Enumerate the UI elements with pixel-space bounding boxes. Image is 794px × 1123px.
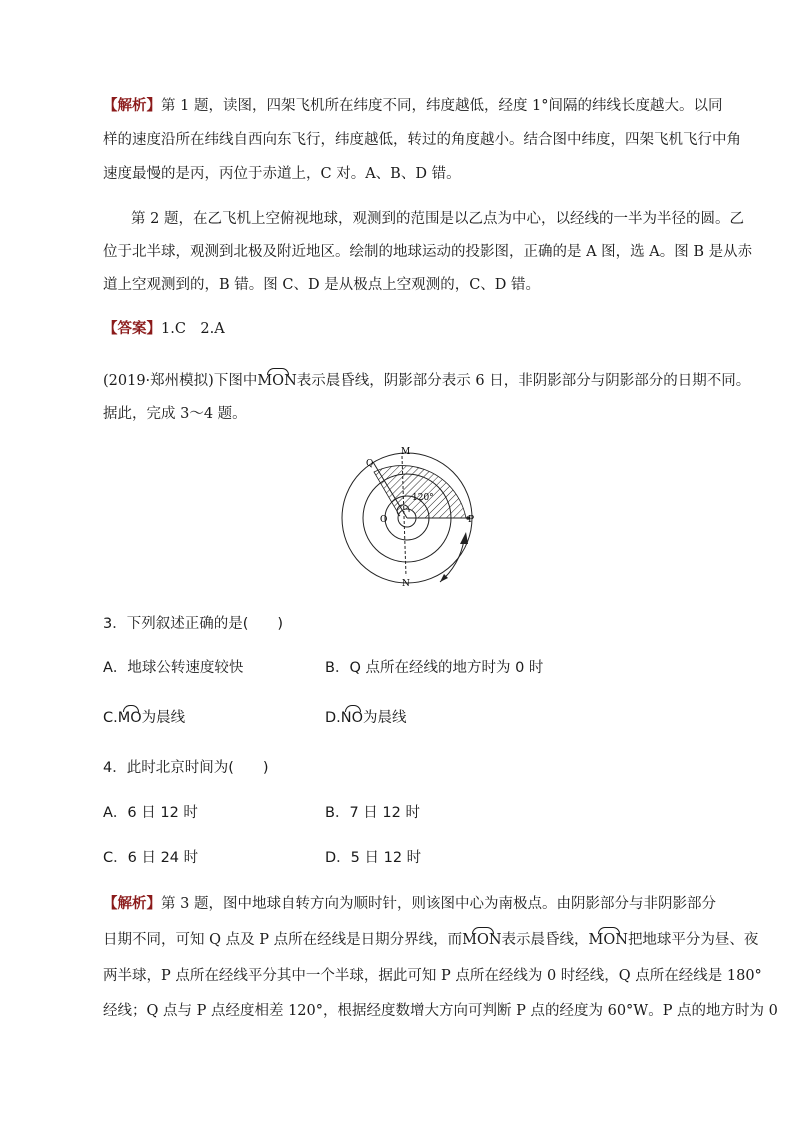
- q4-option-b[interactable]: B．7 日 12 时: [325, 805, 420, 821]
- q3-option-a[interactable]: A．地球公转速度较快: [103, 660, 244, 676]
- shaded-area: [374, 466, 466, 518]
- arc-mo: MO: [117, 710, 142, 726]
- q4-option-c[interactable]: C．6 日 24 时: [103, 850, 199, 866]
- analysis-3-line-2: 日期不同，可知 Q 点及 P 点所在经线是日期分界线，而MON表示晨昏线，MON把地球平分为昼、夜: [103, 932, 759, 948]
- analysis-tag-2: 【解析】: [103, 895, 161, 912]
- analysis-1-line-2: 样的速度沿所在纬线自西向东飞行，纬度越低，转过的角度越小。结合图中纬度，四架飞机飞行中角: [103, 132, 741, 148]
- analysis-1-line-1: 【解析】第 1 题，读图，四架飞机所在纬度不同，纬度越低，经度 1°间隔的纬线长度越大。以同: [103, 97, 723, 114]
- analysis-2-line-3: 道上空观测到的，B 错。图 C、D 是从极点上空观测的，C、D 错。: [103, 277, 541, 293]
- label-m: M: [401, 447, 411, 457]
- answer-line: [103, 319, 225, 339]
- analysis-1-line-3: 速度最慢的是丙，丙位于赤道上，C 对。A、B、D 错。: [103, 166, 461, 182]
- q4-option-d[interactable]: D．5 日 12 时: [325, 850, 422, 866]
- q4-stem: 4．此时北京时间为( ): [103, 760, 269, 776]
- label-angle: 120°: [412, 493, 434, 503]
- q3-option-c[interactable]: C.MO为晨线: [103, 710, 186, 726]
- analysis-2-line-1: 第 2 题，在乙飞机上空俯视地球，观测到的范围是以乙点为中心，以经线的一半为半径的圆。乙: [131, 211, 744, 227]
- q3-stem: 3．下列叙述正确的是( ): [103, 616, 284, 632]
- arc-mon: MON: [257, 373, 297, 389]
- polar-diagram: [340, 440, 490, 590]
- analysis-3-line-4: 经线；Q 点与 P 点经度相差 120°，根据经度数增大方向可判断 P 点的经度为 60°W。P 点的地方时为 0: [103, 1003, 778, 1019]
- intro-line-2: 据此，完成 3～4 题。: [103, 406, 247, 422]
- analysis-3-line-3: 两半球，P 点所在经线平分其中一个半球，据此可知 P 点所在经线为 0 时经线，Q 点所在经线是 180°: [103, 968, 762, 984]
- analysis-2-line-2: 位于北半球，观测到北极及附近地区。绘制的地球运动的投影图，正确的是 A 图，选 A。图 B 是从赤: [103, 244, 753, 260]
- label-n: N: [402, 579, 410, 589]
- answer-text: 1.C 2.A: [161, 321, 225, 337]
- arrow-small: [460, 532, 468, 544]
- q3-option-b[interactable]: B．Q 点所在经线的地方时为 0 时: [325, 660, 544, 676]
- answer-tag: 【答案】: [103, 320, 161, 337]
- arc-mon-3: MON: [588, 932, 628, 948]
- label-q: Q: [366, 459, 374, 469]
- q3-option-d[interactable]: D.NO为晨线: [325, 710, 407, 726]
- analysis-3-line-1: 【解析】第 3 题，图中地球自转方向为顺时针，则该图中心为南极点。由阴影部分与非阴影部分: [103, 895, 716, 912]
- arc-mon-2: MON: [462, 932, 502, 948]
- intro-line-1: (2019·郑州模拟)下图中MON表示晨昏线，阴影部分表示 6 日，非阴影部分与阴影部分的日期不同。: [103, 373, 751, 389]
- label-o: O: [380, 515, 388, 525]
- analysis-tag: 【解析】: [103, 97, 161, 114]
- q4-option-a[interactable]: A．6 日 12 时: [103, 805, 198, 821]
- label-p: P: [468, 515, 475, 525]
- arc-no: NO: [340, 710, 364, 726]
